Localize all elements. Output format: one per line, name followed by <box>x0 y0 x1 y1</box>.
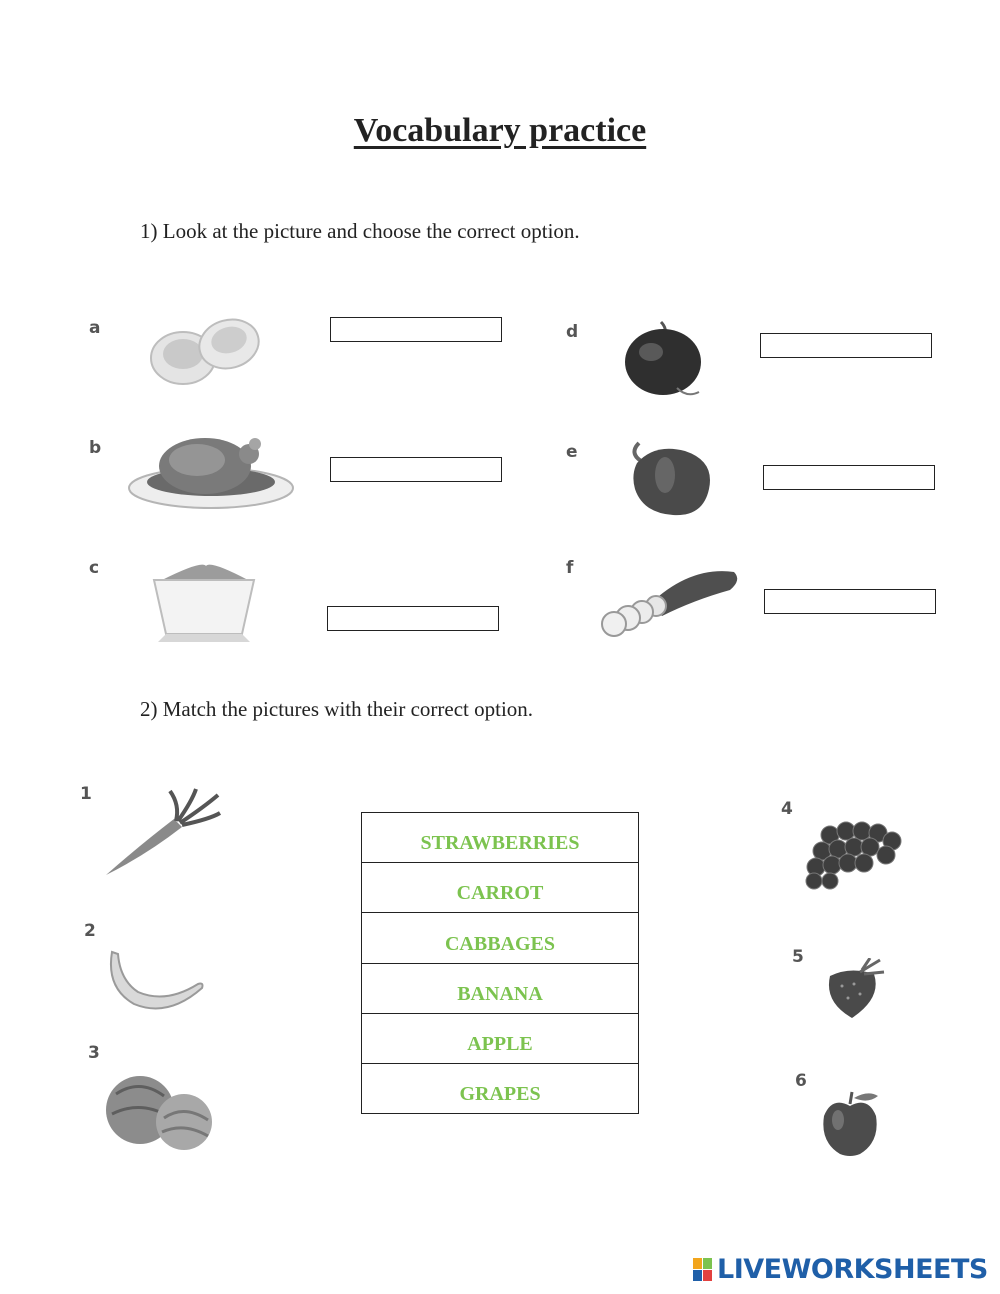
answer-box-a[interactable] <box>330 317 502 342</box>
picture-label-1: 1 <box>80 784 92 804</box>
picture-label-5: 5 <box>792 947 804 967</box>
instruction-2: 2) Match the pictures with their correct option. <box>140 697 534 721</box>
answer-box-c[interactable] <box>327 606 499 631</box>
worksheet-title: Vocabulary practice <box>353 112 647 149</box>
word-option[interactable]: BANANA <box>362 964 638 1014</box>
item-label-c: c <box>89 558 100 578</box>
cabbage-icon <box>98 1070 220 1154</box>
word-options-table <box>361 812 639 1114</box>
picture-label-4: 4 <box>781 799 793 819</box>
word-option[interactable]: STRAWBERRIES <box>362 813 638 863</box>
item-label-b: b <box>89 438 102 458</box>
apple-icon <box>818 1088 884 1160</box>
dip-bowl-icon <box>150 558 258 648</box>
grapes-icon <box>800 815 908 895</box>
picture-label-6: 6 <box>795 1071 807 1091</box>
carrot-icon <box>100 785 225 880</box>
deviled-eggs-icon <box>145 310 270 390</box>
word-option[interactable]: CABBAGES <box>362 913 638 963</box>
roast-chicken-icon <box>127 430 295 512</box>
brand-name: LIVEWORKSHEETS <box>717 1254 988 1285</box>
liveworksheets-logo-icon <box>693 1258 713 1282</box>
instruction-1: 1) Look at the picture and choose the correct option. <box>140 219 580 243</box>
answer-box-b[interactable] <box>330 457 502 482</box>
word-option[interactable]: CARROT <box>362 863 638 913</box>
item-label-a: a <box>89 318 101 338</box>
picture-label-3: 3 <box>88 1043 100 1063</box>
item-label-f: f <box>566 558 574 578</box>
liveworksheets-brand <box>693 1254 988 1285</box>
word-option[interactable]: GRAPES <box>362 1064 638 1114</box>
onion-icon <box>615 318 710 400</box>
cucumber-icon <box>600 560 742 638</box>
answer-box-f[interactable] <box>764 589 936 614</box>
answer-box-e[interactable] <box>763 465 935 490</box>
item-label-e: e <box>566 442 578 462</box>
picture-label-2: 2 <box>84 921 96 941</box>
answer-box-d[interactable] <box>760 333 932 358</box>
word-option[interactable]: APPLE <box>362 1014 638 1064</box>
strawberry-icon <box>820 958 886 1022</box>
banana-icon <box>104 948 208 1014</box>
item-label-d: d <box>566 322 579 342</box>
pepper-icon <box>625 435 717 520</box>
